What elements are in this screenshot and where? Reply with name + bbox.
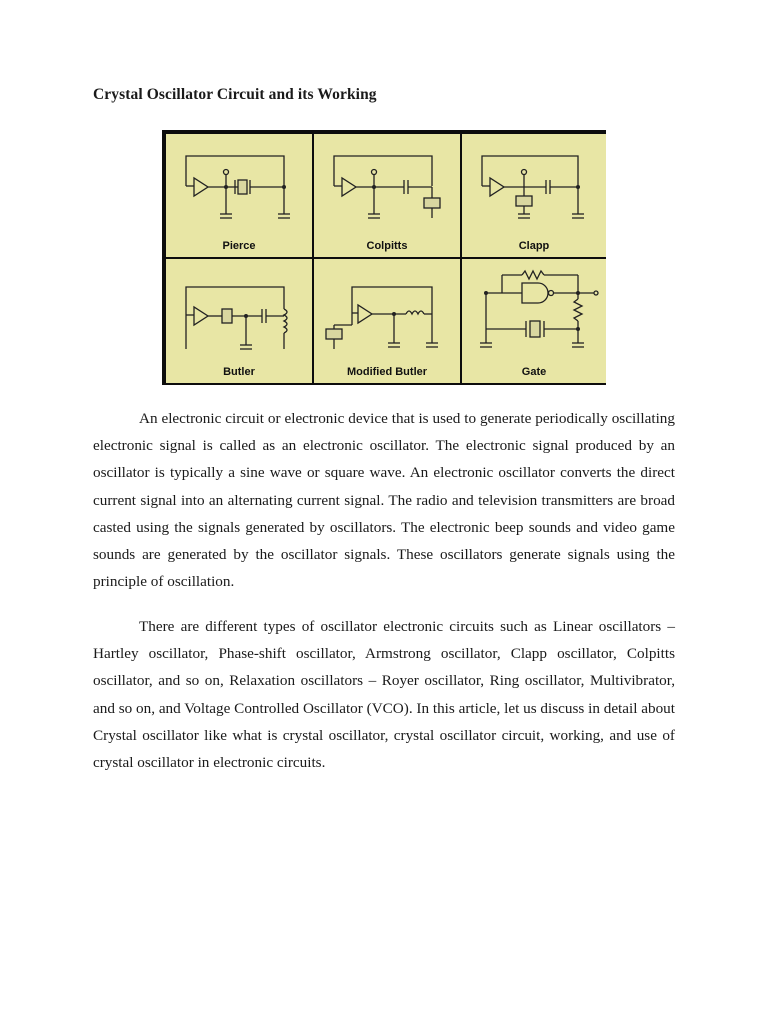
circuit-panel-colpitts xyxy=(314,134,460,257)
circuit-label-butler: Butler xyxy=(223,366,255,378)
circuit-label-gate: Gate xyxy=(521,366,547,378)
circuit-label-colpitts: Colpitts xyxy=(366,240,408,252)
circuit-panel-pierce xyxy=(166,134,312,257)
modified-butler-schematic xyxy=(314,259,460,383)
paragraph-types xyxy=(93,613,675,776)
oscillator-circuits-figure xyxy=(162,130,606,385)
page-title: Crystal Oscillator Circuit and its Working xyxy=(93,86,377,103)
pierce-schematic xyxy=(166,134,312,257)
paragraph-intro-text: An electronic circuit or electronic device that is used to generate periodically oscillating electronic signal is called as an electronic oscillator. The electronic signal produced by an oscillator is typically a sine wave or square wave. An electronic oscillator converts the direct current signal into an alternating current signal. The radio and television transmitters are broad casted using the signals generated by oscillators. The electronic beep sounds and video game sounds are generated by the oscillator signals. These oscillators generate signals using the principle of oscillation. xyxy=(93,410,675,591)
circuit-panel-modified-butler xyxy=(314,259,460,383)
paragraph-types-text: There are different types of oscillator electronic circuits such as Linear oscillators – Hartley oscillator, Phase-shift oscillator, Armstrong oscillator, Clapp oscillator, Colpitts oscillator, and so on, Relaxation oscillators – Royer oscillator, Ring oscillator, Multivibrator, and so on, and Voltage Controlled Oscillator (VCO). In this article, let us discuss in detail about Crystal oscillator like what is crystal oscillator, crystal oscillator circuit, working, and use of crystal oscillator in electronic circuits. xyxy=(93,618,675,772)
circuit-panel-clapp xyxy=(462,134,606,257)
clapp-schematic xyxy=(462,134,606,257)
circuit-panel-butler xyxy=(166,259,312,383)
colpitts-schematic xyxy=(314,134,460,257)
circuit-panel-gate xyxy=(462,259,606,383)
gate-schematic xyxy=(462,259,606,383)
circuit-label-clapp: Clapp xyxy=(518,240,550,252)
circuit-label-modified-butler: Modified Butler xyxy=(346,366,428,378)
butler-schematic xyxy=(166,259,312,383)
circuit-grid xyxy=(166,134,602,381)
circuit-label-pierce: Pierce xyxy=(222,240,256,252)
paragraph-intro xyxy=(93,405,675,595)
